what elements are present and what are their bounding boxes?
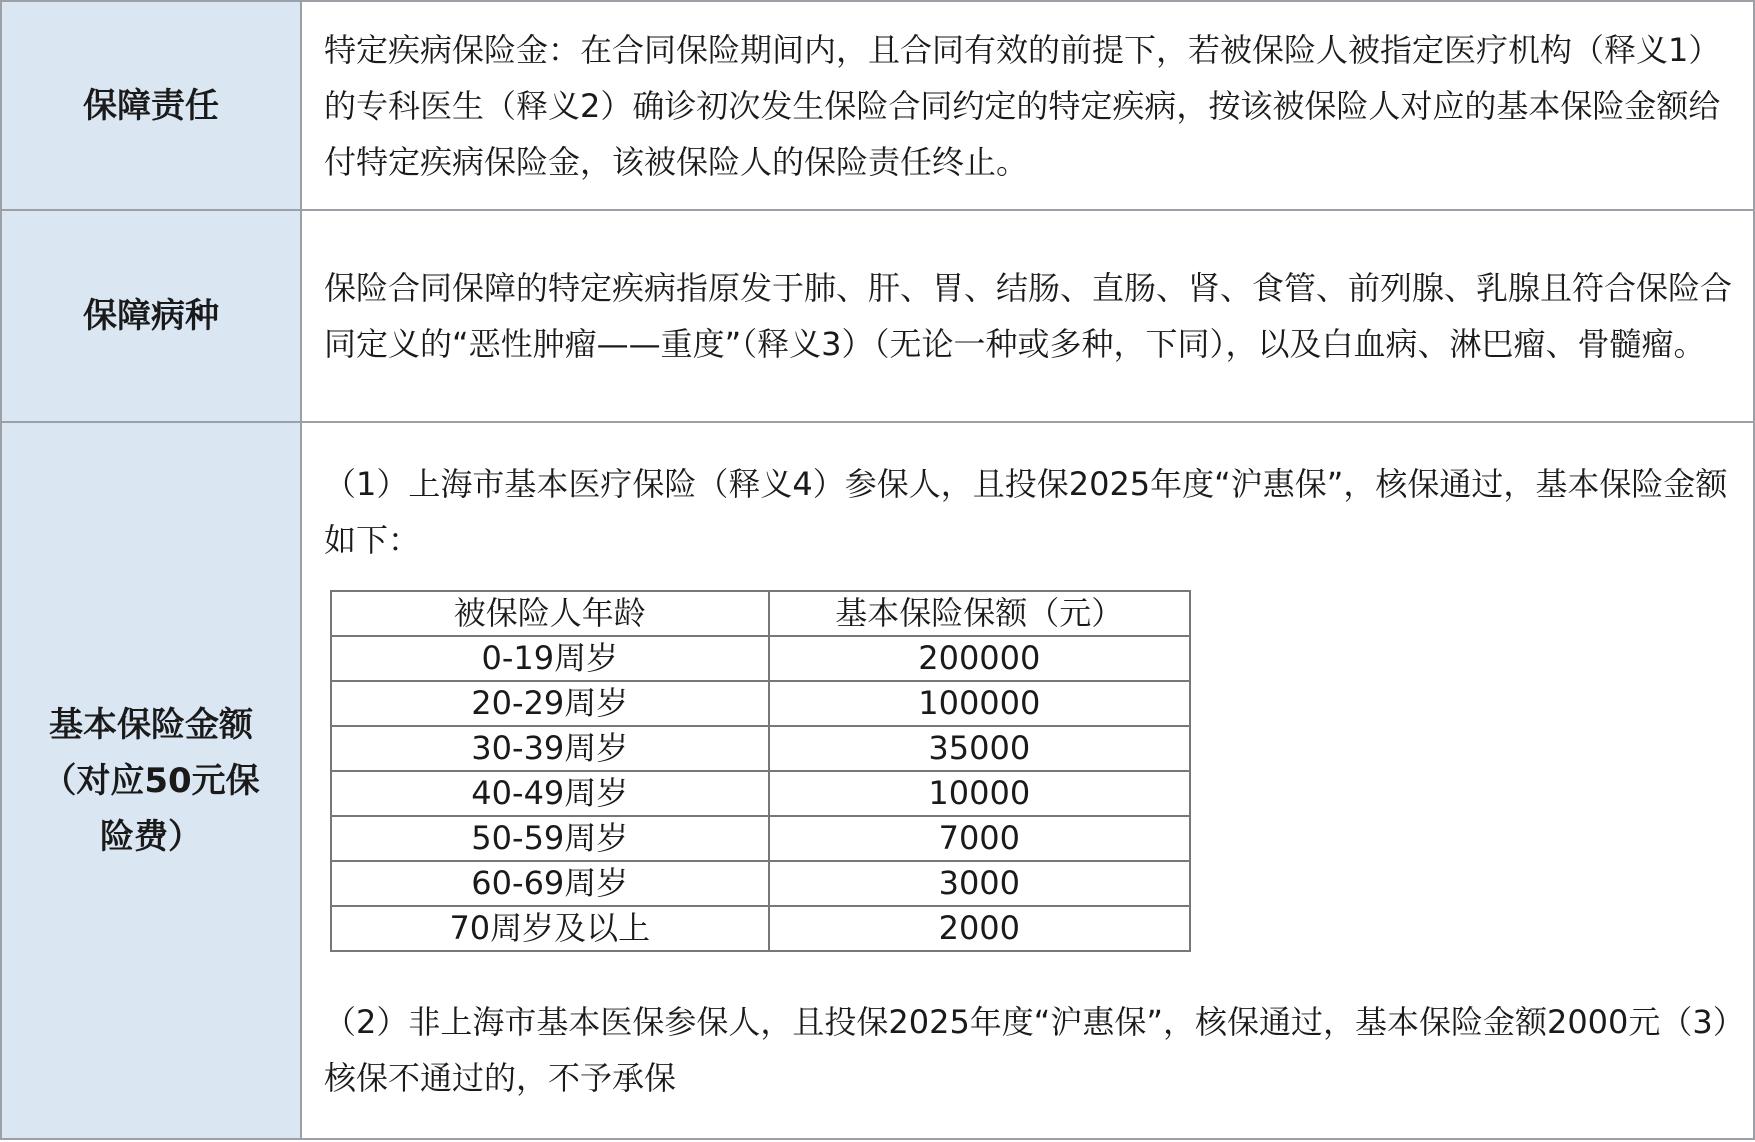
age-cell: 60-69周岁 (331, 861, 769, 906)
header-sum-insured: 基本保险保额（元） (769, 591, 1190, 636)
age-cell: 20-29周岁 (331, 681, 769, 726)
row-coverage-liability (1, 1, 1754, 210)
header-insured-age: 被保险人年龄 (331, 591, 769, 636)
table-row (331, 861, 1190, 906)
age-cell: 50-59周岁 (331, 816, 769, 861)
text-covered-diseases: 保险合同保障的特定疾病指原发于肺、肝、胃、结肠、直肠、肾、食管、前列腺、乳腺且符合保险合同定义的“恶性肿瘤——重度”（释义3）（无论一种或多种，下同），以及白血病、淋巴瘤、骨髓瘤。 (324, 269, 1733, 363)
row-basic-sum-insured (1, 422, 1754, 1139)
text-coverage-liability: 特定疾病保险金：在合同保险期间内，且合同有效的前提下，若被保险人被指定医疗机构（释义1）的专科医生（释义2）确诊初次发生保险合同约定的特定疾病，按该被保险人对应的基本保险金额给付特定疾病保险金，该被保险人的保险责任终止。 (324, 30, 1721, 181)
amount-cell: 100000 (769, 681, 1190, 726)
label-line-3: 险费） (100, 816, 202, 857)
amount-cell: 2000 (769, 906, 1190, 951)
table-row (331, 681, 1190, 726)
table-row (331, 816, 1190, 861)
age-cell: 30-39周岁 (331, 726, 769, 771)
table-row (331, 636, 1190, 681)
amount-cell: 3000 (769, 861, 1190, 906)
age-cell: 70周岁及以上 (331, 906, 769, 951)
age-cell: 40-49周岁 (331, 771, 769, 816)
table-row (331, 726, 1190, 771)
amount-cell: 35000 (769, 726, 1190, 771)
table-row (331, 771, 1190, 816)
label-line-2: （对应50元保 (42, 760, 260, 801)
text-sum-insured-outro: （2）非上海市基本医保参保人，且投保2025年度“沪惠保”，核保通过，基本保险金额2000元（3）核保不通过的，不予承保 (324, 1002, 1729, 1097)
age-amount-table (330, 590, 1191, 952)
amount-cell: 10000 (769, 771, 1190, 816)
amount-cell: 200000 (769, 636, 1190, 681)
age-cell: 0-19周岁 (331, 636, 769, 681)
amount-cell: 7000 (769, 816, 1190, 861)
row-covered-diseases (1, 210, 1754, 422)
label-line-1: 基本保险金额 (49, 704, 253, 745)
label-basic-sum-insured (1, 422, 301, 1139)
table-row (331, 906, 1190, 951)
age-amount-header-row (331, 591, 1190, 636)
label-covered-diseases: 保障病种 (1, 210, 301, 422)
label-coverage-liability: 保障责任 (1, 1, 301, 210)
text-sum-insured-intro: （1）上海市基本医疗保险（释义4）参保人，且投保2025年度“沪惠保”，核保通过，基本保险金额如下： (324, 464, 1728, 559)
